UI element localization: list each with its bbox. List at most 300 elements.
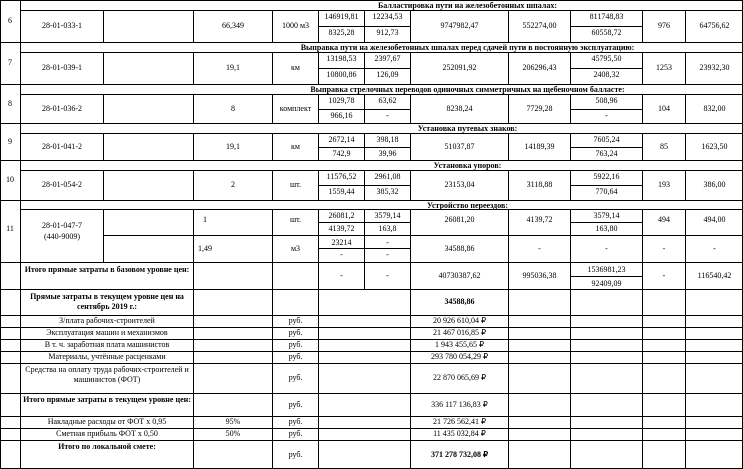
grid-line: [20, 84, 21, 123]
grid-line: [272, 393, 273, 416]
base-cost: -: [386, 250, 389, 259]
grid-line: [364, 170, 365, 200]
grid-line: [508, 440, 509, 469]
grid-line: [508, 133, 509, 160]
base-cost: 2397,67: [374, 54, 401, 63]
section-title: Балластировка пути на железобетонных шпалах:: [377, 1, 557, 10]
grid-line: [570, 416, 571, 428]
grid-line: [570, 209, 571, 262]
grid-line: [318, 393, 319, 416]
grid-line: [364, 209, 365, 262]
base-total-label: Итого прямые затраты в базовом уровне цен:: [24, 265, 190, 274]
summary-value: 293 780 054,29 ₽: [430, 352, 489, 361]
unit: шт.: [289, 215, 302, 224]
grid-line: [20, 440, 21, 469]
quantity: 8: [231, 104, 235, 113]
rate-code: 28-01-041-2: [42, 142, 82, 151]
grid-line: [508, 262, 509, 289]
grid-line: [193, 393, 194, 416]
machine-cost: 770,64: [595, 187, 618, 196]
grid-line: [410, 393, 411, 416]
rate-code: 28-01-036-2: [42, 104, 82, 113]
grid-line: [364, 94, 365, 123]
grid-line: [685, 289, 686, 315]
summary-value: 22 870 065,69 ₽: [432, 373, 487, 382]
grid-line: [508, 416, 509, 428]
summary-unit: руб.: [288, 316, 303, 325]
labor-sum: 386,00: [703, 180, 726, 189]
rate-code: 28-01-039-1: [42, 63, 82, 72]
total-cost: 252091,92: [442, 63, 477, 72]
grid-line: [642, 289, 643, 315]
machine-cost: -: [605, 244, 608, 253]
grid-line: [570, 440, 571, 469]
grid-line: [318, 339, 319, 351]
summary-label: Накладные расходы от ФОТ х 0,95: [47, 417, 167, 426]
grid-line: [508, 393, 509, 416]
grid-line: [364, 10, 365, 42]
grid-line: [410, 428, 411, 440]
rate-code: 28-01-047-7: [42, 221, 82, 230]
summary-value: 336 117 136,83 ₽: [431, 400, 488, 409]
grid-line: [193, 52, 194, 84]
grid-line: [318, 315, 319, 327]
wage-cost: 7729,28: [526, 104, 553, 113]
grid-line: [103, 170, 104, 200]
row-line: [0, 363, 743, 364]
base-cost: 13198,53: [326, 54, 357, 63]
grid-line: [508, 339, 509, 351]
grid-line: [642, 339, 643, 351]
grid-line: [318, 363, 319, 393]
grid-line: [272, 363, 273, 393]
machine-cost: 508,96: [595, 96, 618, 105]
base-split: [570, 68, 643, 69]
grid-line: [20, 416, 21, 428]
grid-line: [410, 327, 411, 339]
grid-line: [20, 0, 21, 42]
base-cost: 8325,28: [328, 28, 355, 37]
grid-line: [570, 428, 571, 440]
machine-cost: 60558,72: [591, 28, 622, 37]
section-title: Установка путевых знаков:: [417, 124, 518, 133]
row-line: [0, 289, 743, 290]
machine-cost: 1536981,23: [587, 265, 626, 274]
grid-line: [20, 428, 21, 440]
grid-line: [20, 123, 21, 160]
grid-line: [193, 262, 194, 289]
grid-line: [642, 315, 643, 327]
base-cost: 1029,78: [328, 96, 355, 105]
labor: 193: [658, 180, 670, 189]
grid-line: [20, 393, 21, 416]
grid-line: [570, 315, 571, 327]
summary-value: 1 943 455,65 ₽: [434, 340, 485, 349]
section-title: Выправка пути на железобетонных шпалах перед сдачей пути в постоянную эксплуатацию:: [300, 43, 635, 52]
summary-value: 20 926 610,04 ₽: [432, 316, 487, 325]
grid-line: [20, 363, 21, 393]
unit: шт.: [289, 180, 302, 189]
grid-line: [272, 327, 273, 339]
grid-line: [570, 327, 571, 339]
grid-line: [642, 428, 643, 440]
grid-line: [103, 133, 104, 160]
grid-line: [193, 133, 194, 160]
grid-line: [318, 262, 319, 289]
grid-line: [20, 339, 21, 351]
grid-line: [410, 289, 411, 315]
grid-line: [193, 94, 194, 123]
frame-left: [0, 0, 1, 469]
grid-line: [508, 363, 509, 393]
summary-label: Материалы, учтённые расценками: [48, 352, 166, 361]
summary-value: 21 726 562,41 ₽: [432, 417, 487, 426]
total-cost: 40730387,62: [438, 271, 481, 280]
grid-line: [570, 289, 571, 315]
grid-line: [272, 351, 273, 363]
summary-value: 21 467 016,85 ₽: [432, 328, 487, 337]
grid-line: [318, 289, 319, 315]
grid-line: [685, 52, 686, 84]
grid-line: [685, 339, 686, 351]
summary-unit: руб.: [288, 417, 303, 426]
grid-line: [103, 94, 104, 123]
base-cost: 26081,2: [328, 211, 355, 220]
base-cost: 11576,52: [326, 172, 357, 181]
row-line: [103, 235, 743, 236]
grid-line: [193, 416, 194, 428]
grid-line: [272, 339, 273, 351]
base-cost: 10800,86: [326, 70, 357, 79]
labor: 976: [658, 21, 670, 30]
grid-line: [642, 363, 643, 393]
grid-line: [20, 315, 21, 327]
grid-line: [685, 209, 686, 262]
grid-line: [508, 209, 509, 262]
grid-line: [318, 327, 319, 339]
base-cost: 126,09: [376, 70, 399, 79]
base-cost: -: [386, 111, 389, 120]
grid-line: [685, 351, 686, 363]
summary-label: З/плата рабочих-строителей: [59, 316, 155, 325]
grid-line: [193, 315, 194, 327]
grid-line: [685, 94, 686, 123]
grid-line: [685, 133, 686, 160]
section-title: Установка упоров:: [433, 161, 502, 170]
grid-line: [193, 209, 194, 262]
base-split: [318, 222, 411, 223]
grid-line: [20, 327, 21, 339]
labor: 104: [658, 104, 670, 113]
grid-line: [508, 94, 509, 123]
base-split: [570, 222, 643, 223]
unit: 1000 м3: [281, 21, 310, 30]
summary-label: Эксплуатация машин и механизмов: [46, 328, 168, 337]
grid-line: [272, 416, 273, 428]
base-split: [570, 109, 643, 110]
base-cost: 39,96: [378, 149, 397, 158]
grid-line: [508, 428, 509, 440]
current-label: Прямые затраты в текущем уровне цен на сентябрь 2019 г.:: [30, 292, 184, 311]
base-cost: 146919,81: [324, 12, 359, 21]
machine-cost: 763,24: [595, 149, 618, 158]
grid-line: [685, 428, 686, 440]
machine-cost: 811748,83: [589, 12, 624, 21]
summary-unit: руб.: [288, 328, 303, 337]
base-cost: 385,32: [376, 187, 399, 196]
wage-cost: 4139,72: [526, 215, 553, 224]
grid-line: [193, 351, 194, 363]
grid-line: [642, 209, 643, 262]
grid-line: [685, 170, 686, 200]
grid-line: [318, 440, 319, 469]
total-cost: 23153,04: [444, 180, 475, 189]
summary-label: Сметная прибыль ФОТ х 0,50: [56, 429, 158, 438]
grid-line: [570, 351, 571, 363]
grid-line: [642, 327, 643, 339]
grid-line: [193, 428, 194, 440]
grid-line: [685, 440, 686, 469]
machine-cost: 92409,09: [591, 279, 622, 288]
base-cost: 912,73: [376, 28, 399, 37]
unit: м3: [290, 244, 301, 253]
grid-line: [364, 262, 365, 289]
grid-line: [508, 327, 509, 339]
labor-sum: 23932,30: [699, 63, 730, 72]
labor: 85: [660, 142, 668, 151]
grid-line: [103, 209, 104, 262]
base-cost: 2961,08: [374, 172, 401, 181]
summary-label: Итого по локальной смете:: [58, 442, 156, 451]
wage-cost: 14189,39: [524, 142, 555, 151]
summary-unit: руб.: [288, 400, 303, 409]
grid-line: [642, 416, 643, 428]
grid-line: [685, 315, 686, 327]
rate-code: 28-01-054-2: [42, 180, 82, 189]
total-cost: 8238,24: [446, 104, 473, 113]
rate-code: 28-01-033-1: [42, 21, 82, 30]
wage-cost: 206296,43: [522, 63, 557, 72]
grid-line: [272, 440, 273, 469]
machine-cost: 5922,16: [593, 172, 620, 181]
grid-line: [193, 339, 194, 351]
labor-sum: 832,00: [703, 104, 726, 113]
rate-code: (440-9009): [44, 232, 80, 241]
grid-line: [20, 262, 21, 289]
row-line: [0, 262, 743, 263]
wage-cost: 552274,00: [522, 21, 557, 30]
grid-line: [364, 133, 365, 160]
grid-line: [410, 315, 411, 327]
grid-line: [685, 262, 686, 289]
total-cost: 9747982,47: [440, 21, 479, 30]
quantity: 1: [203, 215, 207, 224]
grid-line: [410, 351, 411, 363]
quantity: 66,349: [222, 21, 244, 30]
labor-sum: 494,00: [703, 215, 726, 224]
machine-cost: -: [605, 111, 608, 120]
row-number: 8: [8, 99, 12, 108]
grid-line: [272, 133, 273, 160]
grid-line: [410, 262, 411, 289]
wage-cost: 3118,88: [526, 180, 553, 189]
grid-line: [318, 428, 319, 440]
base-cost: 23214: [331, 238, 352, 247]
grid-line: [685, 363, 686, 393]
total-cost: 34588,86: [444, 244, 475, 253]
base-cost: 1559,44: [328, 187, 355, 196]
grid-line: [642, 440, 643, 469]
grid-line: [410, 363, 411, 393]
grid-line: [193, 10, 194, 42]
quantity: 2: [231, 180, 235, 189]
summary-unit: руб.: [288, 450, 303, 459]
summary-unit: руб.: [288, 373, 303, 382]
grid-line: [272, 289, 273, 315]
summary-label: Итого прямые затраты в текущем уровне цен:: [23, 395, 191, 404]
base-cost: -: [340, 271, 343, 280]
base-cost: -: [386, 238, 389, 247]
base-cost: 742,9: [332, 149, 351, 158]
grid-line: [685, 416, 686, 428]
grid-line: [508, 170, 509, 200]
machine-cost: 3579,14: [593, 211, 620, 220]
base-cost: 3579,14: [374, 211, 401, 220]
grid-line: [508, 52, 509, 84]
base-split: [570, 147, 643, 148]
base-split: [570, 26, 643, 27]
grid-line: [508, 315, 509, 327]
grid-line: [685, 393, 686, 416]
grid-line: [410, 440, 411, 469]
section-title: Выправка стрелочных переводов одиночных симметричных на щебеночном балласте:: [310, 85, 625, 94]
grid-line: [272, 52, 273, 84]
base-cost: 398,18: [376, 135, 399, 144]
machine-cost: 2408,32: [593, 70, 620, 79]
grid-line: [570, 393, 571, 416]
summary-unit: руб.: [288, 429, 303, 438]
base-cost: -: [386, 271, 389, 280]
grid-line: [272, 262, 273, 289]
summary-value: 11 435 032,84 ₽: [433, 429, 486, 438]
summary-unit: руб.: [288, 340, 303, 349]
quantity: 19,1: [226, 142, 240, 151]
grid-line: [272, 10, 273, 42]
base-cost: 63,62: [378, 96, 397, 105]
total-cost: 26081,20: [444, 215, 475, 224]
grid-line: [193, 289, 194, 315]
grid-line: [193, 440, 194, 469]
base-cost: 966,16: [330, 111, 353, 120]
base-cost: 4139,72: [328, 224, 355, 233]
labor: 1253: [656, 63, 672, 72]
quantity: 19,1: [226, 63, 240, 72]
machine-cost: 45795,50: [591, 54, 622, 63]
total-cost: 51037,87: [444, 142, 475, 151]
unit: км: [291, 63, 300, 72]
row-number: 7: [8, 58, 12, 67]
grid-line: [272, 94, 273, 123]
current-value: 34588,86: [444, 297, 475, 306]
grid-line: [570, 339, 571, 351]
wage-cost: 995036,38: [522, 271, 557, 280]
base-cost: 2672,14: [328, 135, 355, 144]
labor-sum: -: [713, 244, 716, 253]
base-cost: 163,8: [378, 224, 397, 233]
grid-line: [20, 351, 21, 363]
grid-line: [193, 170, 194, 200]
grid-line: [364, 52, 365, 84]
grid-line: [193, 363, 194, 393]
base-cost: 12234,53: [372, 12, 403, 21]
labor: -: [662, 244, 666, 253]
row-number: 9: [8, 137, 12, 146]
machine-cost: 163,80: [595, 224, 618, 233]
grid-line: [103, 10, 104, 42]
row-number: 11: [6, 224, 14, 233]
grid-line: [20, 42, 21, 84]
grid-line: [20, 289, 21, 315]
grid-line: [685, 327, 686, 339]
grid-line: [570, 363, 571, 393]
summary-percent: 95%: [225, 417, 241, 426]
grid-line: [272, 315, 273, 327]
row-number: 10: [6, 175, 14, 184]
grid-line: [508, 10, 509, 42]
unit: комплект: [279, 104, 312, 113]
grid-line: [318, 416, 319, 428]
grid-line: [272, 209, 273, 262]
summary-unit: руб.: [288, 352, 303, 361]
summary-value: 371 278 732,08 ₽: [430, 450, 489, 459]
grid-line: [20, 160, 21, 200]
grid-line: [508, 351, 509, 363]
grid-line: [272, 428, 273, 440]
base-split: [318, 248, 411, 249]
row-number: 6: [8, 16, 12, 25]
grid-line: [318, 351, 319, 363]
grid-line: [318, 209, 319, 262]
wage-cost: -: [538, 244, 541, 253]
base-cost: -: [340, 250, 343, 259]
summary-label: Средства на оплату труда рабочих-строителей и машинистов (ФОТ): [25, 365, 189, 384]
grid-line: [410, 209, 411, 262]
grid-line: [685, 10, 686, 42]
base-split: [570, 276, 643, 277]
row-line: [0, 393, 743, 394]
base-split: [570, 185, 643, 186]
labor-sum: 64756,62: [699, 21, 730, 30]
grid-line: [272, 170, 273, 200]
grid-line: [193, 327, 194, 339]
summary-label: В т. ч. заработная плата машинистов: [44, 340, 170, 349]
grid-line: [103, 52, 104, 84]
grid-line: [642, 351, 643, 363]
grid-line: [410, 339, 411, 351]
labor-sum: 116540,42: [697, 271, 732, 280]
unit: км: [291, 142, 300, 151]
labor: 494: [658, 215, 670, 224]
row-line: [0, 440, 743, 441]
grid-line: [20, 200, 21, 262]
grid-line: [410, 416, 411, 428]
quantity: 1,49: [198, 244, 212, 253]
labor: -: [662, 271, 666, 280]
labor-sum: 1623,50: [701, 142, 728, 151]
section-title: Устройство переездов:: [426, 201, 508, 210]
grid-line: [508, 289, 509, 315]
summary-percent: 50%: [225, 429, 241, 438]
